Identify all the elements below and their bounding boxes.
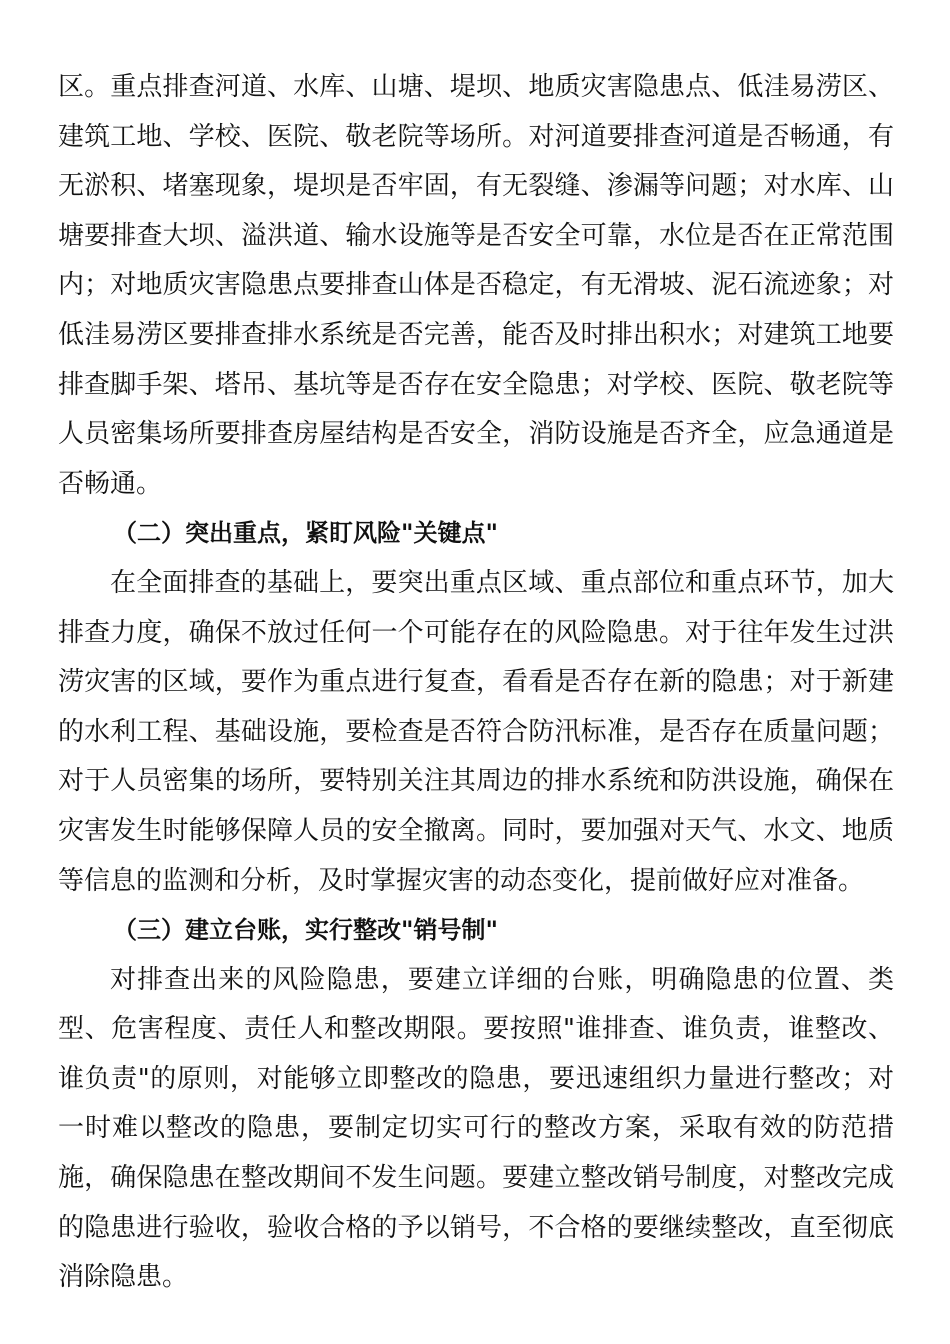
body-paragraph-2: 在全面排查的基础上，要突出重点区域、重点部位和重点环节，加大排查力度，确保不放过任何一个可能存在的风险隐患。对于往年发生过洪涝灾害的区域，要作为重点进行复查，看看是否存在新的隐患；对于新建的水利工程、基础设施，要检查是否符合防汛标准，是否存在质量问题；对于人员密集的场所，要特别关注其周边的排水系统和防洪设施，确保在灾害发生时能够保障人员的安全撤离。同时，要加强对天气、水文、地质等信息的监测和分析，及时掌握灾害的动态变化，提前做好应对准备。 [58,567,894,896]
document-page [58,63,894,1303]
section-heading-2: （二）突出重点，紧盯风险"关键点" [113,519,499,548]
body-paragraph-1: 区。重点排查河道、水库、山塘、堤坝、地质灾害隐患点、低洼易涝区、建筑工地、学校、医院、敬老院等场所。对河道要排查河道是否畅通，有无淤积、堵塞现象，堤坝是否牢固，有无裂缝、渗漏等问题；对水库、山塘要排查大坝、溢洪道、输水设施等是否安全可靠，水位是否在正常范围内；对地质灾害隐患点要排查山体是否稳定，有无滑坡、泥石流迹象；对低洼易涝区要排查排水系统是否完善，能否及时排出积水；对建筑工地要排查脚手架、塔吊、基坑等是否存在安全隐患；对学校、医院、敬老院等人员密集场所要排查房屋结构是否安全，消防设施是否齐全，应急通道是否畅通。 [58,72,894,499]
section-heading-3: （三）建立台账，实行整改"销号制" [113,916,499,945]
body-paragraph-3: 对排查出来的风险隐患，要建立详细的台账，明确隐患的位置、类型、危害程度、责任人和整改期限。要按照"谁排查、谁负责，谁整改、谁负责"的原则，对能够立即整改的隐患，要迅速组织力量进行整改；对一时难以整改的隐患，要制定切实可行的整改方案，采取有效的防范措施，确保隐患在整改期间不发生问题。要建立整改销号制度，对整改完成的隐患进行验收，验收合格的予以销号，不合格的要继续整改，直至彻底消除隐患。 [58,964,894,1293]
